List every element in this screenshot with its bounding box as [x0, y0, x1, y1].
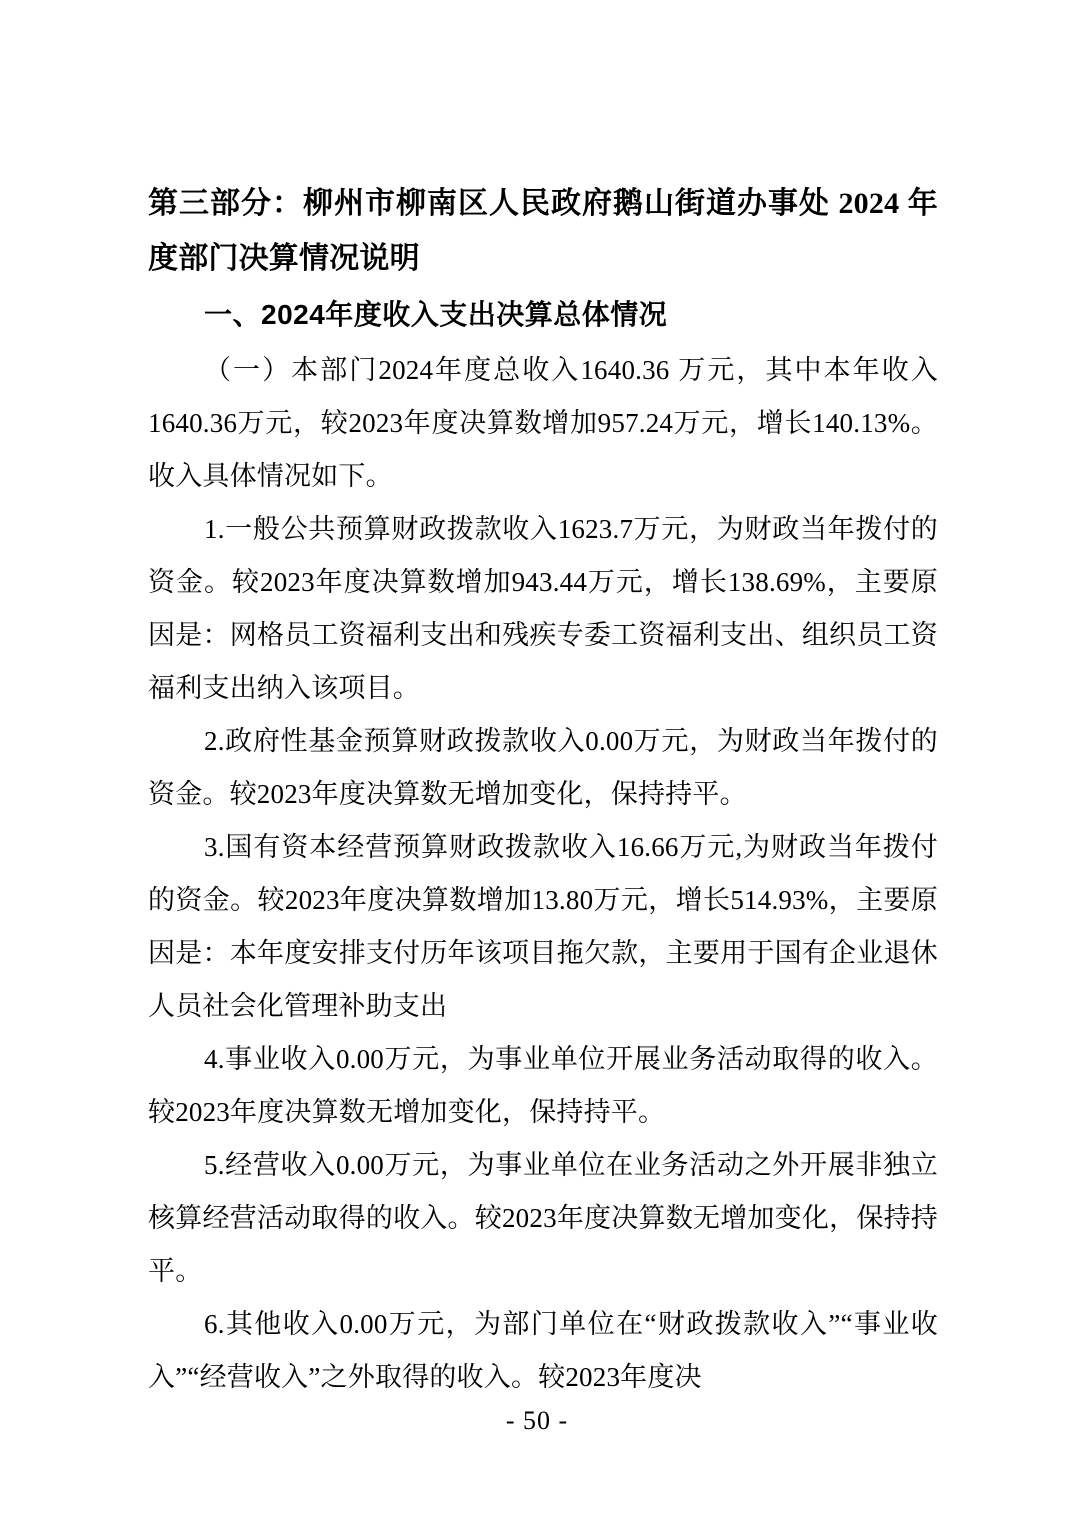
paragraph-6: 5.经营收入0.00万元，为事业单位在业务活动之外开展非独立核算经营活动取得的收入。较2023年度决算数无增加变化，保持持平。: [148, 1150, 938, 1286]
paragraph-5: 4.事业收入0.00万元，为事业单位开展业务活动取得的收入。较2023年度决算数无增加变化，保持持平。: [148, 1044, 938, 1127]
paragraph-4: 3.国有资本经营预算财政拨款收入16.66万元,为财政当年拨付的资金。较2023年度决算数增加13.80万元，增长514.93%，主要原因是：本年度安排支付历年该项目拖欠款，主要用于国有企业退休人员社会化管理补助支出: [148, 832, 938, 1021]
page-content: [148, 176, 938, 1404]
page-number: - 50 -: [505, 1406, 569, 1435]
section-heading: 一、2024年度收入支出决算总体情况: [204, 299, 668, 330]
paragraph-2: 1.一般公共预算财政拨款收入1623.7万元，为财政当年拨付的资金。较2023年度决算数增加943.44万元，增长138.69%，主要原因是：网格员工资福利支出和残疾专委工资福利支出、组织员工资福利支出纳入该项目。: [148, 514, 938, 703]
paragraph-7: 6.其他收入0.00万元，为部门单位在“财政拨款收入”“事业收入”“经营收入”之外取得的收入。较2023年度决: [148, 1309, 938, 1392]
page-title: 第三部分：柳州市柳南区人民政府鹅山街道办事处 2024 年度部门决算情况说明: [148, 187, 938, 275]
paragraph-1: （一）本部门2024年度总收入1640.36 万元，其中本年收入1640.36万元，较2023年度决算数增加957.24万元，增长140.13%。收入具体情况如下。: [148, 355, 938, 491]
paragraph-3: 2.政府性基金预算财政拨款收入0.00万元，为财政当年拨付的资金。较2023年度决算数无增加变化，保持持平。: [148, 726, 938, 809]
